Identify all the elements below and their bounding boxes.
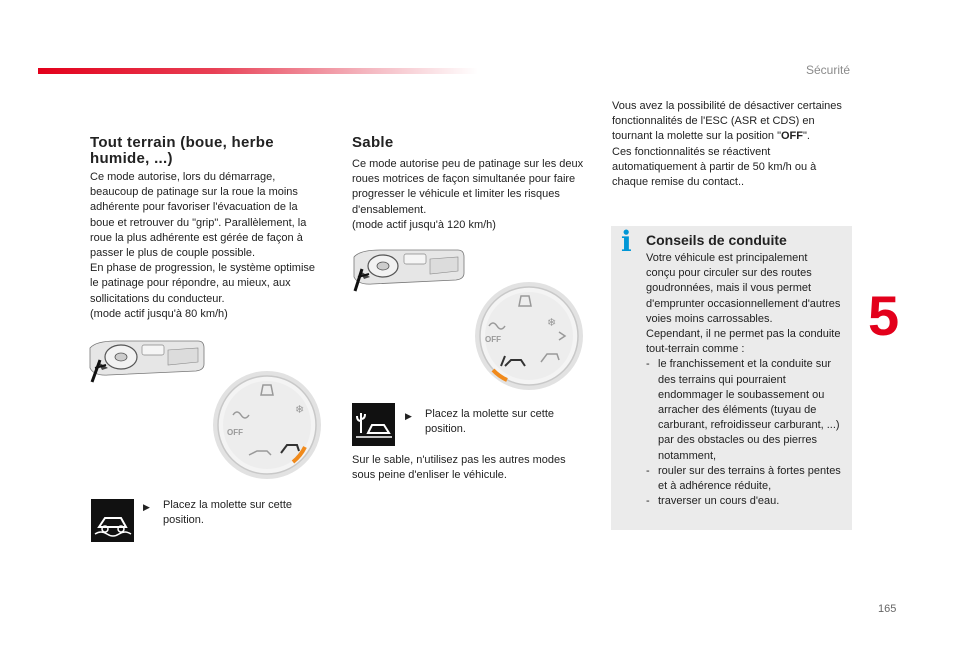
page-number: 165 xyxy=(878,603,897,615)
advice-title: Conseils de conduite xyxy=(646,232,787,248)
sand-instruction-text: Placez la molette sur cette position. xyxy=(425,408,555,435)
advice-intro: Votre véhicule est principalement conçu pour circuler sur des routes goudronnées, mais il vous permet d'emprunter occasionnellement d'autres voies moins carrossables. Cependant, il ne permet pas la conduite tout-terrain comme : xyxy=(646,252,841,356)
sand-mode-icon xyxy=(352,403,395,446)
svg-text:OFF: OFF xyxy=(227,428,243,437)
offroad-instruction-text: Placez la molette sur cette position. xyxy=(163,499,293,526)
section-title: Sécurité xyxy=(806,63,851,77)
chapter-number: 5 xyxy=(868,284,900,347)
svg-text:OFF: OFF xyxy=(485,335,501,344)
off-label: OFF xyxy=(781,130,803,143)
grip-control-dial xyxy=(211,369,323,481)
bullet-arrow-icon: ▶ xyxy=(405,411,412,421)
grip-control-dial xyxy=(473,280,585,392)
offroad-title: Tout terrain (boue, herbe humide, ...) xyxy=(90,134,274,167)
info-icon: i xyxy=(621,225,632,258)
offroad-text: Ce mode autorise, lors du démarrage, beaucoup de patinage sur la roue la moins adhérente pour favoriser l'évacuation de la boue et retrouver du "grip". Parallèlement, la roue la plus adhérente est gérée de façon à passer le plus de couple possible. En phase de progression, le système optimise le patinage pour répondre, au mieux, aux sollicitations du conducteur. (mode actif jusqu'à 80 km/h) xyxy=(90,171,316,320)
header-accent-bar xyxy=(38,68,478,74)
sand-text: Ce mode autorise peu de patinage sur les deux roues motrices de façon simultanée pour faire progresser le véhicule et limiter les risques d'ensablement. (mode actif jusqu'à 120 km/h) xyxy=(352,158,584,231)
list-item: - traverser un cours d'eau. xyxy=(646,495,780,508)
list-item: - le franchissement et la conduite sur des terrains qui pourraient endommager le soubassement ou arracher des éléments (tuyau de carburant, refroidisseur carburant, ...) par des obstacles ou des pierres notamment, xyxy=(646,358,840,462)
sand-note: Sur le sable, n'utilisez pas les autres modes sous peine d'enliser le véhicule. xyxy=(352,454,566,482)
deactivate-text: Vous avez la possibilité de désactiver certaines fonctionnalités de l'ESC (ASR et CDS) en tournant la molette sur la position "OFF". Ces fonctionnalités se réactivent automatiquement à partir de 50 km/h ou à chaque remise du contact.. xyxy=(612,100,842,189)
bullet-arrow-icon: ▶ xyxy=(143,502,150,512)
offroad-instruction xyxy=(143,498,313,528)
sand-title: Sable xyxy=(352,134,394,151)
svg-text:❄: ❄ xyxy=(547,316,557,329)
list-item: - rouler sur des terrains à fortes pentes et à adhérence réduite, xyxy=(646,464,841,493)
mud-mode-icon xyxy=(91,499,134,542)
dashboard-illustration xyxy=(86,338,208,384)
dashboard-illustration xyxy=(350,247,468,293)
advice-text xyxy=(646,251,850,509)
sand-instruction xyxy=(405,407,575,437)
svg-text:❄: ❄ xyxy=(295,403,305,416)
